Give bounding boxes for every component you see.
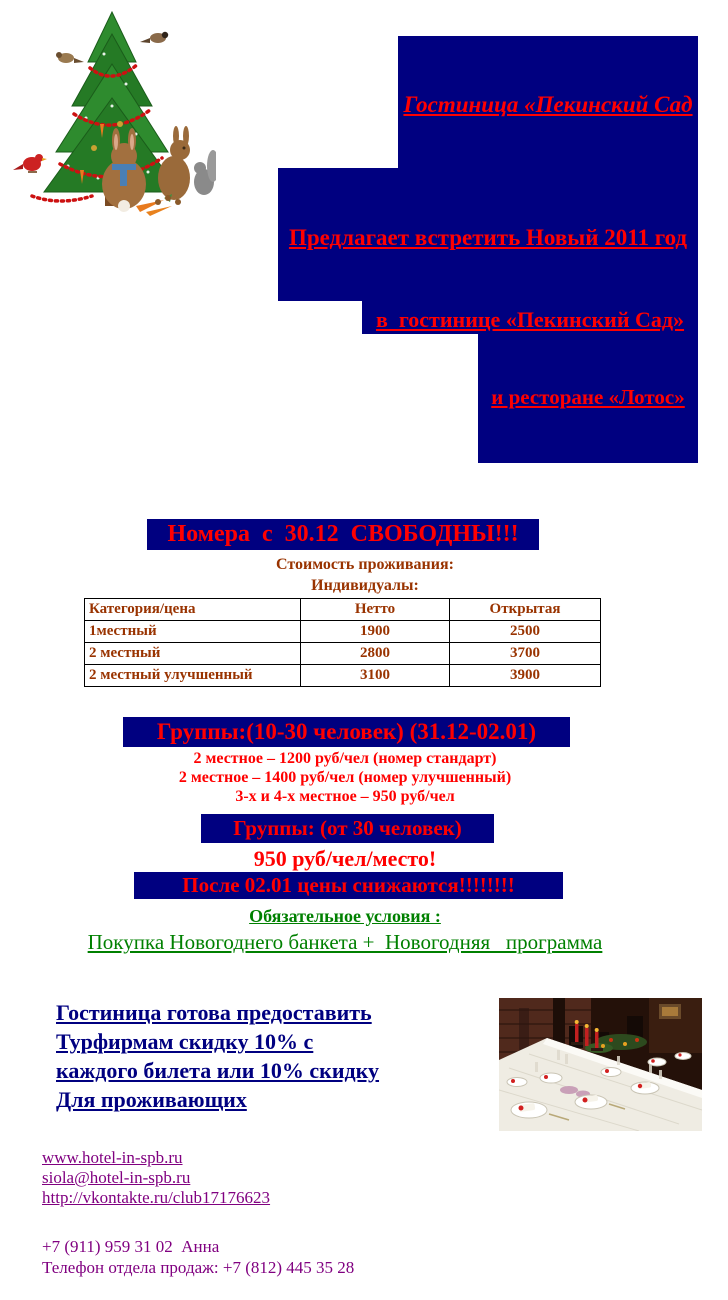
vkontakte-link[interactable]: http://vkontakte.ru/club17176623 bbox=[42, 1188, 271, 1207]
christmas-tree-illustration bbox=[8, 6, 216, 218]
cardinal-bird bbox=[13, 154, 47, 173]
bird-top-right bbox=[140, 32, 168, 43]
column-header-category: Категория/цена bbox=[85, 599, 301, 621]
group-price-line: 2 местное – 1200 руб/чел (номер стандарт) bbox=[193, 750, 497, 767]
contact-links bbox=[42, 1148, 270, 1208]
individuals-subtitle: Индивидуалы: bbox=[311, 577, 419, 594]
column-header-netto: Нетто bbox=[301, 599, 450, 621]
group-big-price-line: 950 руб/чел/место! bbox=[253, 846, 437, 871]
website-link[interactable]: www.hotel-in-spb.ru bbox=[42, 1148, 183, 1167]
discount-line: Для проживающих bbox=[56, 1087, 247, 1112]
banquet-photo-graphic bbox=[499, 998, 702, 1131]
hotel-title: Гостиница «Пекинский Сад bbox=[403, 92, 693, 117]
header-restaurant-line: и ресторане «Лотос» bbox=[491, 385, 685, 409]
phone-anna: +7 (911) 959 31 02 Анна bbox=[42, 1237, 220, 1256]
groups-10-30-banner: Группы:(10-30 человек) (31.12-02.01) bbox=[123, 717, 570, 747]
table-row bbox=[85, 665, 601, 687]
header-block-3 bbox=[362, 301, 698, 334]
rooms-available-banner: Номера с 30.12 СВОБОДНЫ!!! bbox=[147, 519, 539, 550]
christmas-tree-image bbox=[8, 6, 216, 218]
banquet-table-photo bbox=[499, 998, 702, 1131]
discount-line: каждого билета или 10% скидку bbox=[56, 1058, 380, 1083]
header-hotel-line: в гостинице «Пекинский Сад» bbox=[375, 307, 685, 332]
phone-sales: Телефон отдела продаж: +7 (812) 445 35 28 bbox=[42, 1258, 355, 1277]
phone-block bbox=[42, 1236, 354, 1278]
group-price-line: 2 местное – 1400 руб/чел (номер улучшенный) bbox=[178, 769, 512, 786]
header-block-1 bbox=[398, 36, 698, 168]
groups-over-30-banner: Группы: (от 30 человек) bbox=[201, 814, 494, 843]
header-block-2 bbox=[278, 168, 698, 301]
cell-open: 3900 bbox=[450, 665, 601, 687]
discount-line: Турфирмам скидку 10% с bbox=[56, 1029, 314, 1054]
cell-netto: 2800 bbox=[301, 643, 450, 665]
column-header-open: Открытая bbox=[450, 599, 601, 621]
header-offer-line: Предлагает встретить Новый 2011 год bbox=[288, 225, 688, 250]
cell-netto: 1900 bbox=[301, 621, 450, 643]
bird-left bbox=[56, 52, 84, 63]
mandatory-condition-line: Покупка Новогоднего банкета + Новогодняя программа bbox=[87, 930, 603, 954]
price-table bbox=[84, 598, 601, 687]
mandatory-condition-title: Обязательное условия : bbox=[249, 906, 441, 926]
discount-line: Гостиница готова предоставить bbox=[56, 1000, 372, 1025]
cell-open: 2500 bbox=[450, 621, 601, 643]
email-link[interactable]: siola@hotel-in-spb.ru bbox=[42, 1168, 191, 1187]
agency-discount-paragraph bbox=[56, 998, 496, 1114]
cell-netto: 3100 bbox=[301, 665, 450, 687]
price-subtitle: Стоимость проживания: bbox=[276, 556, 454, 573]
table-row bbox=[85, 621, 601, 643]
cell-open: 3700 bbox=[450, 643, 601, 665]
cell-category: 2 местный улучшенный bbox=[85, 665, 301, 687]
squirrel bbox=[194, 150, 216, 195]
group-price-line: 3-х и 4-х местное – 950 руб/чел bbox=[235, 788, 455, 805]
cell-category: 1местный bbox=[85, 621, 301, 643]
table-row bbox=[85, 643, 601, 665]
bunny-right bbox=[158, 126, 190, 200]
prices-drop-banner: После 02.01 цены снижаются!!!!!!!! bbox=[134, 872, 563, 899]
cell-category: 2 местный bbox=[85, 643, 301, 665]
header-block-4 bbox=[478, 334, 698, 463]
table-header-row bbox=[85, 599, 601, 621]
